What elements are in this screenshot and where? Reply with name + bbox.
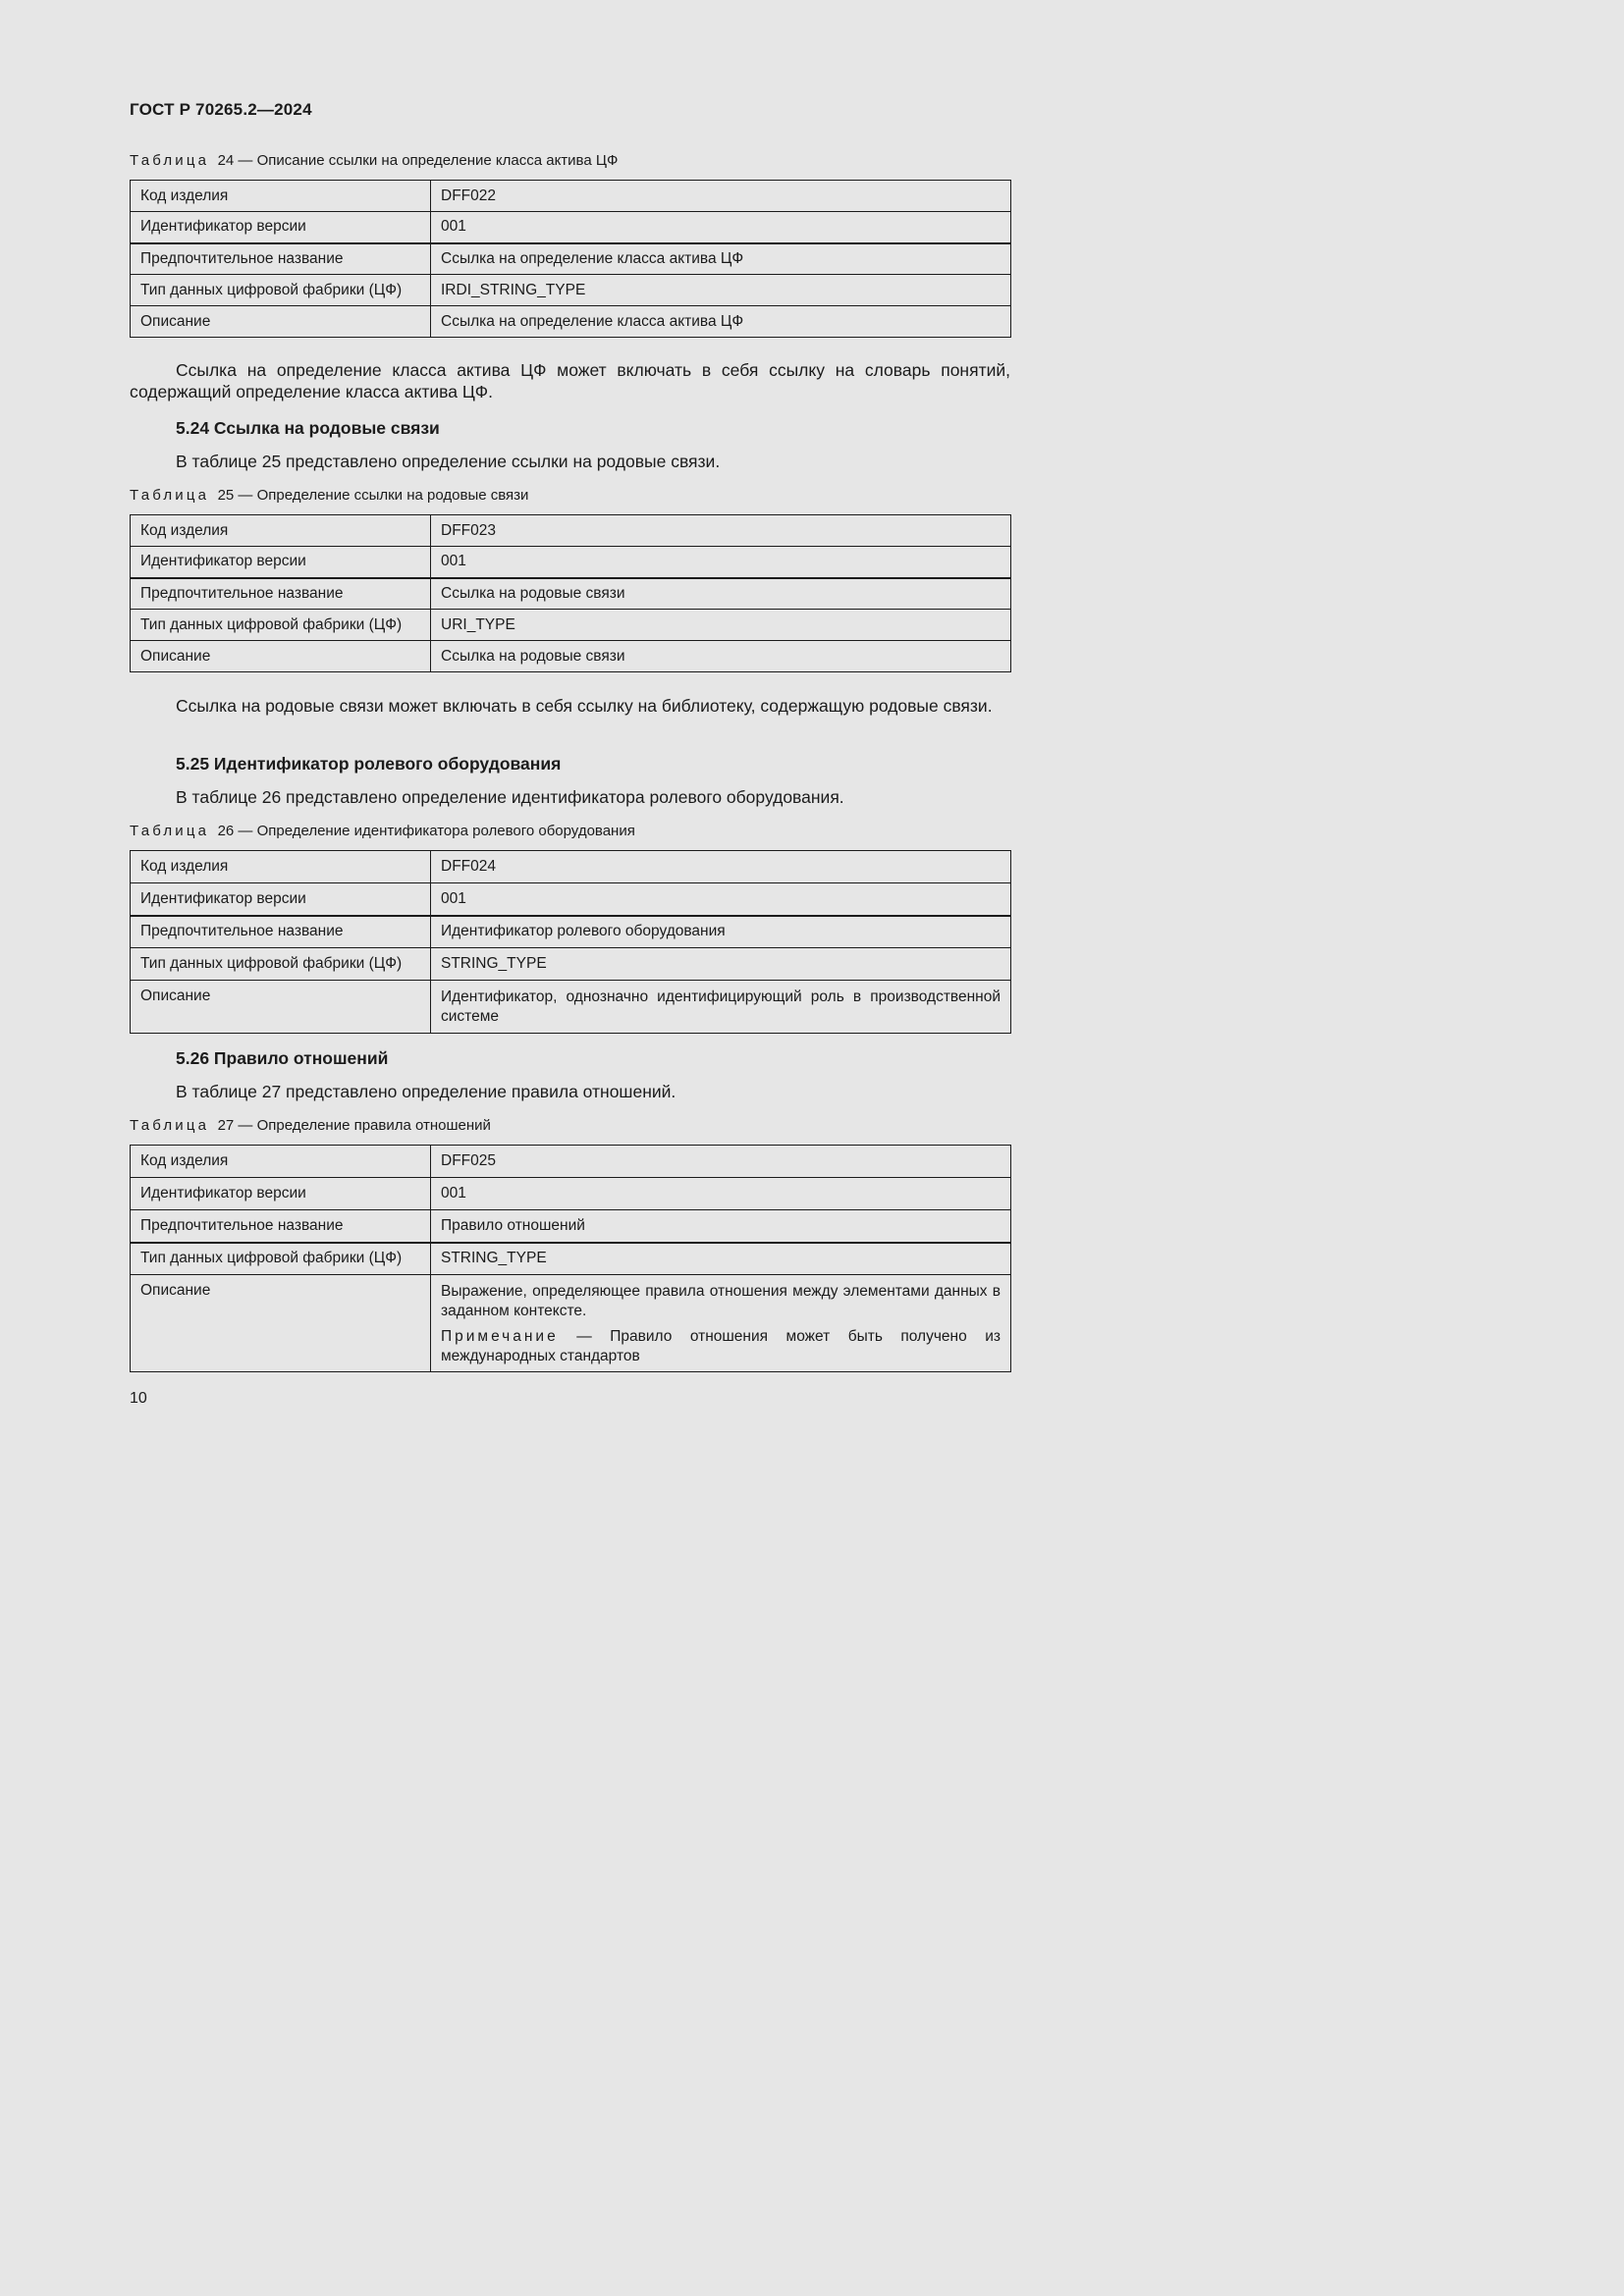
- caption-word: Таблица: [130, 152, 210, 169]
- table-row: [131, 641, 1011, 672]
- row-value: IRDI_STRING_TYPE: [431, 275, 1011, 306]
- row-value: Идентификатор, однозначно идентифицирующий роль в производственной системе: [431, 981, 1011, 1034]
- row-label: Тип данных цифровой фабрики (ЦФ): [131, 948, 431, 981]
- section-5-25-intro: В таблице 26 представлено определение идентификатора ролевого оборудования.: [176, 787, 844, 807]
- row-label: Тип данных цифровой фабрики (ЦФ): [131, 1243, 431, 1275]
- row-label: Код изделия: [131, 851, 431, 883]
- table-row: [131, 275, 1011, 306]
- section-5-24-heading: 5.24 Ссылка на родовые связи: [176, 418, 440, 438]
- row-value: DFF022: [431, 181, 1011, 212]
- row-label: Предпочтительное название: [131, 578, 431, 610]
- row-label: Идентификатор версии: [131, 883, 431, 916]
- table-25-caption: [130, 487, 528, 504]
- row-label: Предпочтительное название: [131, 916, 431, 948]
- table-row: [131, 181, 1011, 212]
- note: [441, 1327, 1001, 1366]
- paragraph-1: Ссылка на определение класса актива ЦФ может включать в себя ссылку на словарь понятий, содержащий определение класса актива ЦФ.: [130, 360, 1010, 401]
- row-label: Код изделия: [131, 515, 431, 547]
- page-number: 10: [130, 1390, 147, 1407]
- caption-word: Таблица: [130, 1117, 210, 1134]
- table-row: [131, 515, 1011, 547]
- row-label: Предпочтительное название: [131, 243, 431, 275]
- row-label: Описание: [131, 306, 431, 338]
- caption-text: 24 — Описание ссылки на определение класса актива ЦФ: [217, 152, 619, 169]
- row-label: Идентификатор версии: [131, 212, 431, 243]
- table-26: [130, 850, 1011, 1034]
- table-row: [131, 306, 1011, 338]
- caption-text: 25 — Определение ссылки на родовые связи: [217, 487, 529, 504]
- table-row: [131, 1243, 1011, 1275]
- row-label: Идентификатор версии: [131, 547, 431, 578]
- caption-word: Таблица: [130, 823, 210, 839]
- table-row: [131, 981, 1011, 1034]
- note-text: — Правило отношения может быть получено из международных стандартов: [441, 1328, 1001, 1364]
- row-value: STRING_TYPE: [431, 948, 1011, 981]
- table-row: [131, 851, 1011, 883]
- table-24-caption: [130, 152, 618, 169]
- table-row: [131, 212, 1011, 243]
- row-value: [431, 1275, 1011, 1372]
- caption-text: 26 — Определение идентификатора ролевого оборудования: [217, 823, 635, 839]
- row-value: URI_TYPE: [431, 610, 1011, 641]
- table-row: [131, 243, 1011, 275]
- table-row: [131, 916, 1011, 948]
- section-5-25-heading: 5.25 Идентификатор ролевого оборудования: [176, 754, 562, 774]
- table-row: [131, 948, 1011, 981]
- row-value: 001: [431, 1178, 1011, 1210]
- table-25: [130, 514, 1011, 672]
- row-value: Ссылка на родовые связи: [431, 641, 1011, 672]
- table-row: [131, 547, 1011, 578]
- document-header: ГОСТ Р 70265.2—2024: [130, 100, 312, 119]
- caption-word: Таблица: [130, 487, 210, 504]
- row-value: 001: [431, 883, 1011, 916]
- row-label: Код изделия: [131, 1146, 431, 1178]
- table-row: [131, 883, 1011, 916]
- row-label: Описание: [131, 641, 431, 672]
- row-value: STRING_TYPE: [431, 1243, 1011, 1275]
- note-label: Примечание: [441, 1328, 559, 1345]
- paragraph-2: Ссылка на родовые связи может включать в себя ссылку на библиотеку, содержащую родовые связи.: [176, 696, 993, 716]
- row-value: DFF024: [431, 851, 1011, 883]
- row-label: Тип данных цифровой фабрики (ЦФ): [131, 610, 431, 641]
- row-label: Код изделия: [131, 181, 431, 212]
- row-value: 001: [431, 212, 1011, 243]
- section-5-24-intro: В таблице 25 представлено определение ссылки на родовые связи.: [176, 452, 721, 471]
- row-label: Тип данных цифровой фабрики (ЦФ): [131, 275, 431, 306]
- row-label: Предпочтительное название: [131, 1210, 431, 1243]
- row-value: Правило отношений: [431, 1210, 1011, 1243]
- row-label: Описание: [131, 1275, 431, 1372]
- section-5-26-heading: 5.26 Правило отношений: [176, 1048, 389, 1068]
- table-24: [130, 180, 1011, 338]
- table-27-caption: [130, 1117, 491, 1134]
- row-label: Описание: [131, 981, 431, 1034]
- row-value: Ссылка на определение класса актива ЦФ: [431, 306, 1011, 338]
- row-value: Ссылка на родовые связи: [431, 578, 1011, 610]
- row-value: DFF025: [431, 1146, 1011, 1178]
- table-row: [131, 1210, 1011, 1243]
- row-value: DFF023: [431, 515, 1011, 547]
- row-value: Идентификатор ролевого оборудования: [431, 916, 1011, 948]
- row-value: Ссылка на определение класса актива ЦФ: [431, 243, 1011, 275]
- table-row: [131, 1275, 1011, 1372]
- row-label: Идентификатор версии: [131, 1178, 431, 1210]
- table-27: [130, 1145, 1011, 1372]
- table-row: [131, 578, 1011, 610]
- section-5-26-intro: В таблице 27 представлено определение правила отношений.: [176, 1082, 677, 1101]
- row-value: 001: [431, 547, 1011, 578]
- table-row: [131, 610, 1011, 641]
- table-row: [131, 1178, 1011, 1210]
- caption-text: 27 — Определение правила отношений: [217, 1117, 491, 1134]
- table-row: [131, 1146, 1011, 1178]
- description-text: Выражение, определяющее правила отношения между элементами данных в заданном контексте.: [441, 1283, 1001, 1319]
- table-26-caption: [130, 823, 635, 839]
